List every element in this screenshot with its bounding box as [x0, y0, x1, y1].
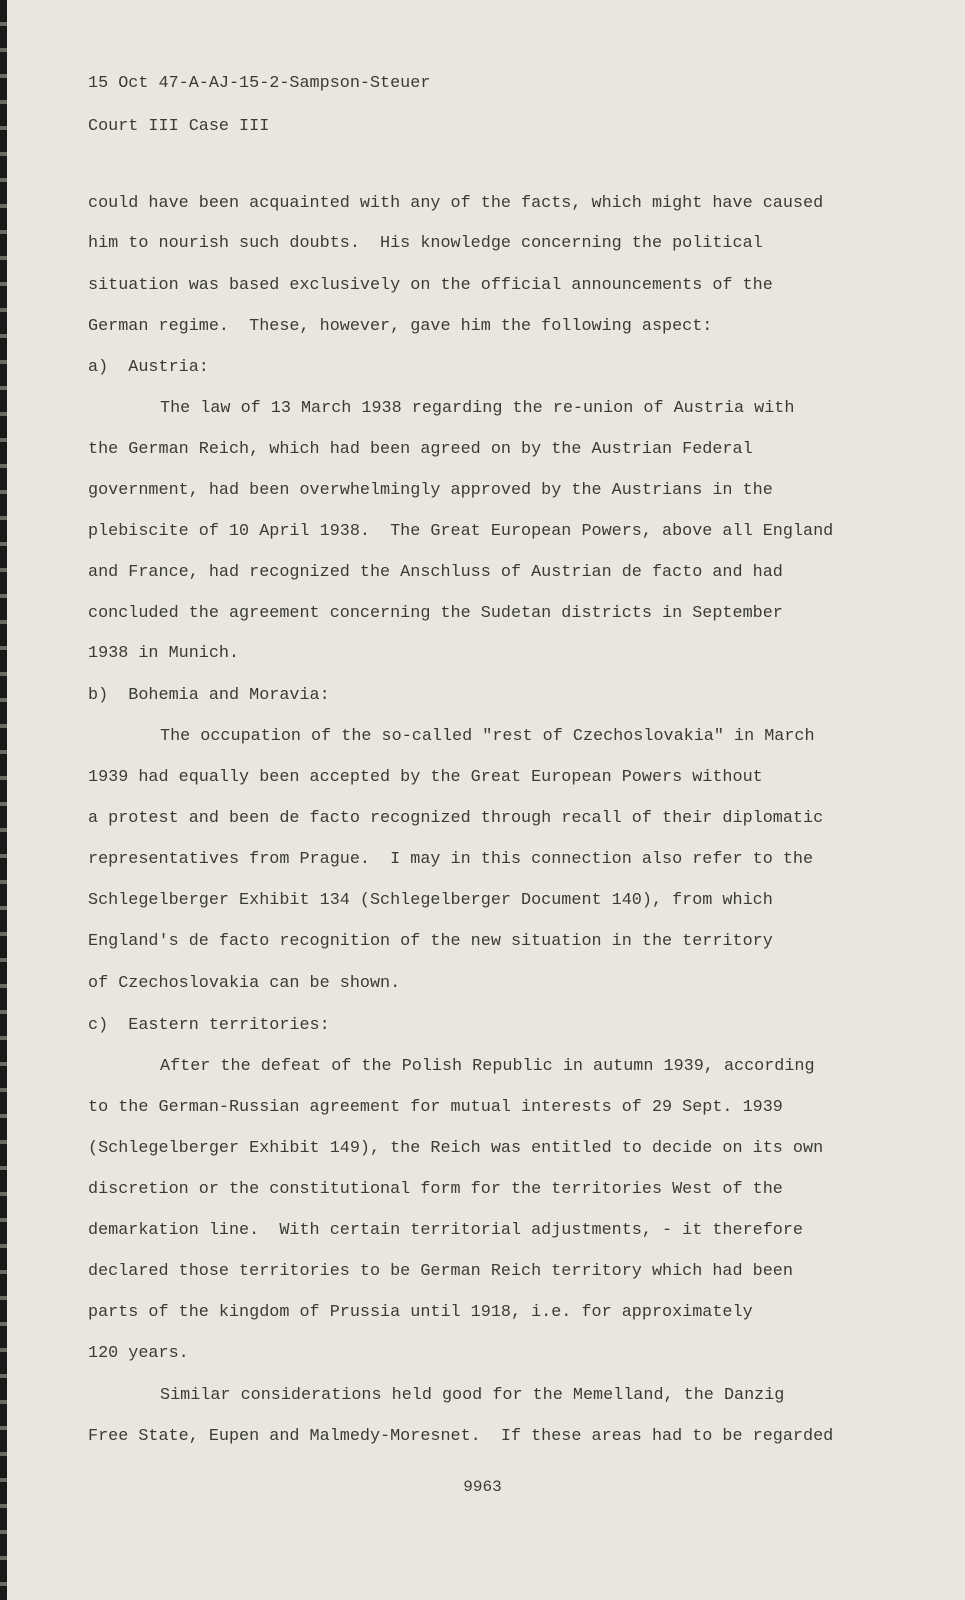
text-line: parts of the kingdom of Prussia until 1918, i.e. for approximately [88, 1303, 753, 1322]
page-number: 9963 [463, 1478, 502, 1496]
text-line: 1939 had equally been accepted by the Great European Powers without [88, 768, 763, 787]
text-line: 1938 in Munich. [88, 644, 240, 663]
text-line: After the defeat of the Polish Republic in autumn 1939, according [160, 1057, 815, 1076]
text-line: of Czechoslovakia can be shown. [88, 974, 401, 993]
text-line: c) Eastern territories: [88, 1016, 330, 1035]
text-line: plebiscite of 10 April 1938. The Great European Powers, above all England [88, 522, 834, 541]
text-line: demarkation line. With certain territorial adjustments, - it therefore [88, 1221, 803, 1240]
text-line: b) Bohemia and Moravia: [88, 686, 330, 705]
text-line: to the German-Russian agreement for mutual interests of 29 Sept. 1939 [88, 1098, 783, 1117]
text-line: and France, had recognized the Anschluss of Austrian de facto and had [88, 563, 783, 582]
text-line: could have been acquainted with any of the facts, which might have caused [88, 194, 824, 213]
text-line: government, had been overwhelmingly approved by the Austrians in the [88, 481, 773, 500]
text-line: 120 years. [88, 1344, 189, 1363]
text-line: the German Reich, which had been agreed on by the Austrian Federal [88, 440, 753, 459]
text-line: declared those territories to be German Reich territory which had been [88, 1262, 793, 1281]
text-line: England's de facto recognition of the new situation in the territory [88, 932, 773, 951]
text-line: him to nourish such doubts. His knowledge concerning the political [88, 234, 763, 253]
text-line: a protest and been de facto recognized through recall of their diplomatic [88, 809, 824, 828]
text-line: concluded the agreement concerning the Sudetan districts in September [88, 604, 783, 623]
text-line: representatives from Prague. I may in this connection also refer to the [88, 850, 814, 869]
text-line: Free State, Eupen and Malmedy-Moresnet. If these areas had to be regarded [88, 1427, 834, 1446]
text-line: Similar considerations held good for the Memelland, the Danzig [160, 1386, 785, 1405]
text-line: German regime. These, however, gave him the following aspect: [88, 317, 713, 336]
text-line: a) Austria: [88, 358, 209, 377]
text-line: discretion or the constitutional form for the territories West of the [88, 1180, 783, 1199]
text-line: (Schlegelberger Exhibit 149), the Reich was entitled to decide on its own [88, 1139, 824, 1158]
text-line: Schlegelberger Exhibit 134 (Schlegelberger Document 140), from which [88, 891, 773, 910]
text-line: The occupation of the so-called "rest of Czechoslovakia" in March [160, 727, 815, 746]
binding-edge [0, 0, 7, 1600]
document-header-court: Court III Case III [88, 117, 270, 136]
document-header-reference: 15 Oct 47-A-AJ-15-2-Sampson-Steuer [88, 74, 431, 93]
text-line: situation was based exclusively on the official announcements of the [88, 276, 773, 295]
text-line: The law of 13 March 1938 regarding the re-union of Austria with [160, 399, 795, 418]
